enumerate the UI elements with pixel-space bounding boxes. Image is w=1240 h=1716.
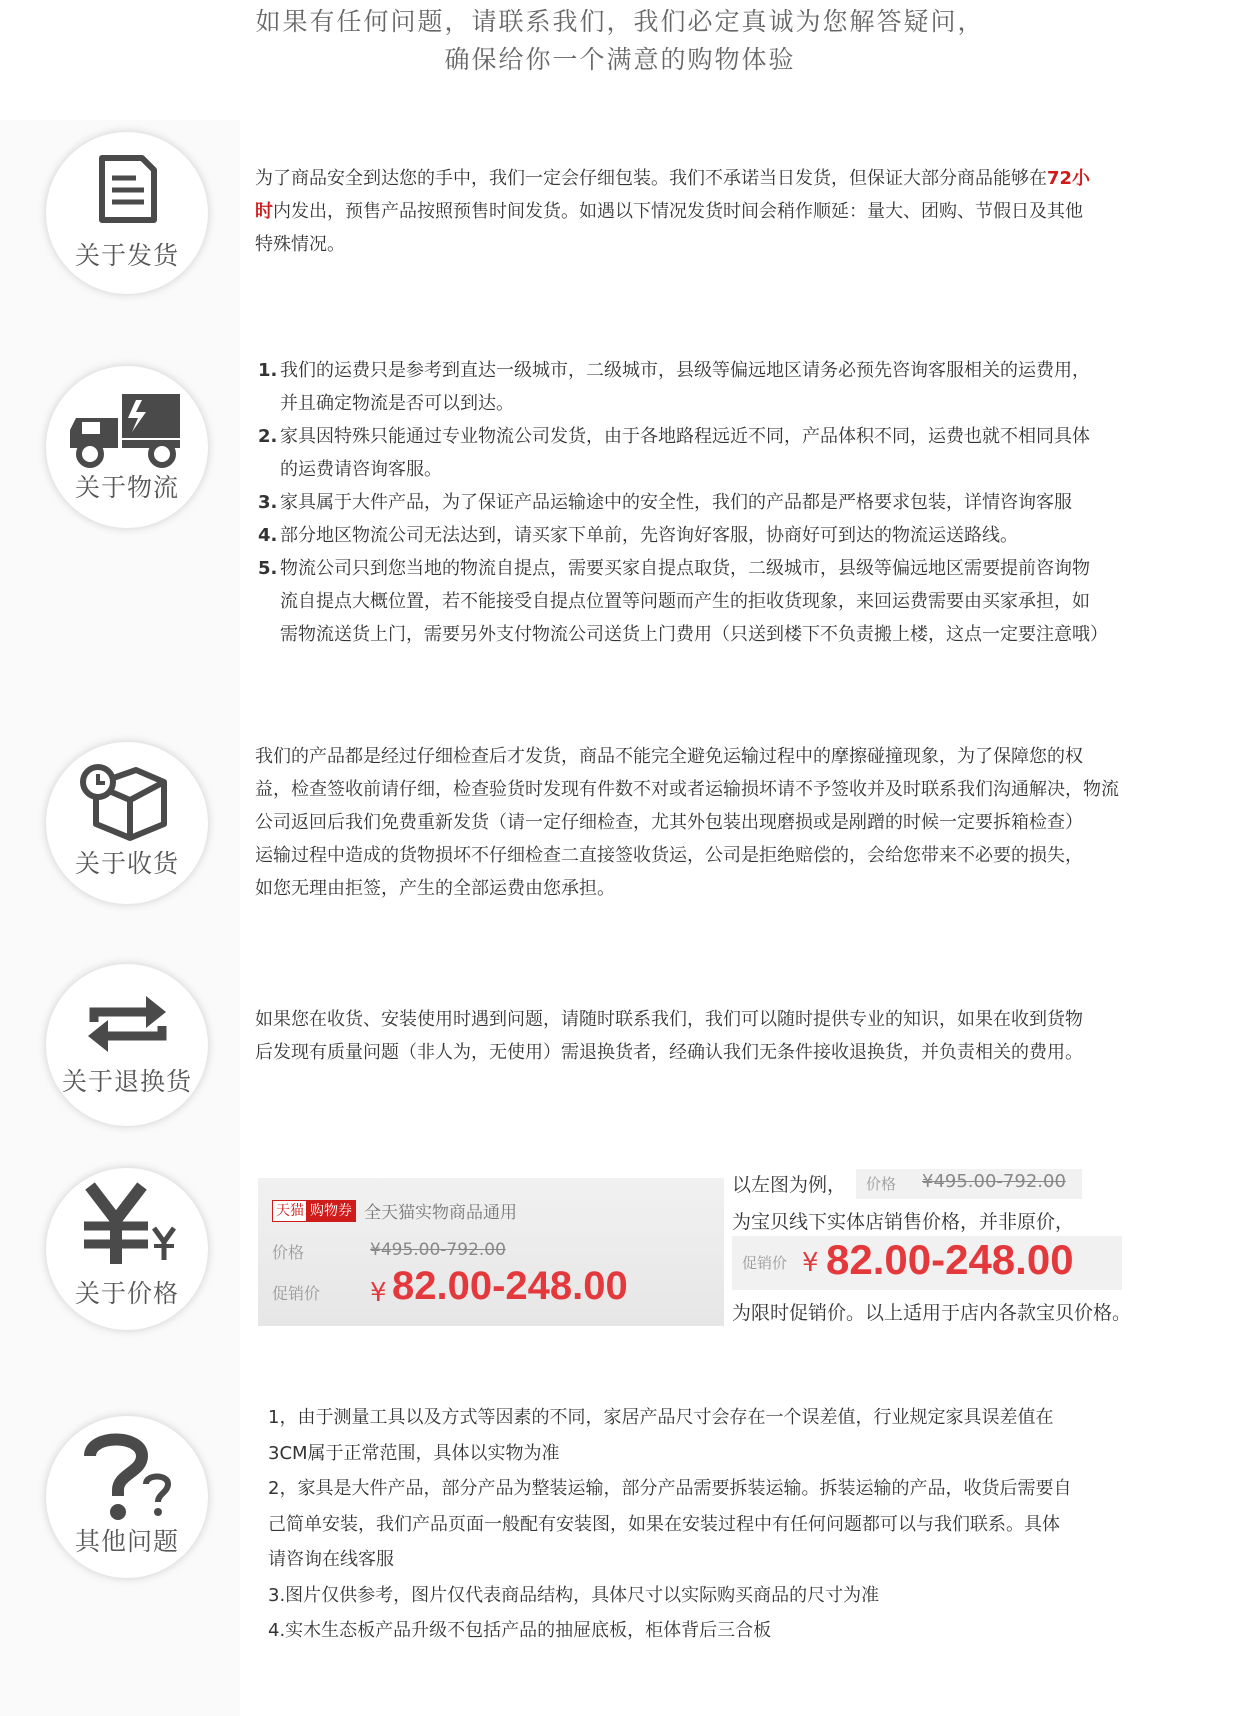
logistics-item-5-cont-1: 流自提点大概位置，若不能接受自提点位置等问题而产生的拒收货现象，来回运费需要由买家承担，如 (280, 591, 1090, 612)
receiving-label: 关于收货 (74, 849, 179, 878)
price-label: 关于价格 (74, 1279, 179, 1308)
shipping-text (255, 162, 1090, 261)
logistics-item-1-cont: 并且确定物流是否可以到达。 (280, 393, 514, 414)
other-line-7: 4.实木生态板产品升级不包括产品的抽屉底板，柜体背后三合板 (268, 1620, 772, 1641)
price-example-image (258, 1178, 724, 1326)
coupon-tag: 购物券 (306, 1200, 356, 1222)
price-chip (856, 1169, 1082, 1199)
logistics-item-2-cont: 的运费请咨询客服。 (280, 459, 442, 480)
other-badge (46, 1416, 208, 1578)
other-line-4: 己简单安装，我们产品页面一般配有安装图，如果在安装过程中有任何问题都可以与我们联系。具体 (268, 1513, 1060, 1535)
sale-chip-label: 促销价 (742, 1254, 788, 1272)
tmall-tag: 天猫 (272, 1200, 308, 1222)
logistics-item-4: 4. 部分地区物流公司无法达到，请买家下单前，先咨询好客服，协商好可到达的物流运送路线。 (258, 525, 1018, 546)
logistics-item-2: 2. 家具因特殊只能通过专业物流公司发货，由于各地路程远近不同，产品体积不同，运费也就不相同具体 (258, 426, 1090, 447)
shipping-hours-highlight-end: 时 (255, 201, 273, 222)
other-line-1: 1，由于测量工具以及方式等因素的不同，家居产品尺寸会存在一个误差值，行业规定家具误差值在 (268, 1407, 1054, 1428)
other-line-6: 3.图片仅供参考，图片仅代表商品结构，具体尺寸以实际购买商品的尺寸为准 (268, 1584, 880, 1606)
other-line-2: 3CM属于正常范围，具体以实物为准 (268, 1442, 560, 1464)
returns-text (255, 1003, 1083, 1069)
logistics-badge (46, 366, 208, 528)
shipping-line-2: 内发出，预售产品按照预售时间发货。如遇以下情况发货时间会稍作顺延：量大、团购、节假日及其他 (273, 201, 1083, 222)
receiving-text (255, 740, 1119, 905)
price-chip-value: ¥495.00-792.00 (922, 1171, 1066, 1192)
price-explain-3: 为限时促销价。以上适用于店内各款宝贝价格。 (732, 1302, 1132, 1324)
returns-line-1: 如果您在收货、安装使用时遇到问题，请随时联系我们，我们可以随时提供专业的知识，如果在收到货物 (255, 1009, 1083, 1030)
other-text (268, 1400, 1071, 1649)
shipping-line-1: 为了商品安全到达您的手中，我们一定会仔细包装。我们不承诺当日发货，但保证大部分商品能够在 (255, 168, 1047, 189)
shipping-badge (46, 132, 208, 294)
other-line-3: 2，家具是大件产品，部分产品为整装运输，部分产品需要拆装运输。拆装运输的产品，收货后需要自 (268, 1478, 1072, 1499)
returns-badge (46, 964, 208, 1126)
sale-price-chip (732, 1236, 1122, 1290)
shipping-label: 关于发货 (74, 241, 179, 270)
exchange-arrows-icon (46, 964, 208, 1126)
receiving-line-2: 益，检查签收前请仔细，检查验货时发现有件数不对或者运输损坏请不予签收并及时联系我们沟通解决，物流 (255, 779, 1119, 800)
coupon-description: 全天猫实物商品通用 (364, 1203, 517, 1223)
original-price: ¥495.00-792.00 (370, 1240, 506, 1260)
other-label: 其他问题 (74, 1527, 179, 1556)
sale-chip-yen: ¥ (802, 1248, 819, 1278)
receiving-line-5: 如您无理由拒签，产生的全部运费由您承担。 (255, 878, 615, 899)
price-explain-2: 为宝贝线下实体店销售价格，并非原价， (732, 1211, 1075, 1233)
returns-line-2: 后发现有质量问题（非人为，无使用）需退换货者，经确认我们无条件接收退换货，并负责相关的费用。 (255, 1042, 1083, 1063)
logistics-item-5: 5. 物流公司只到您当地的物流自提点，需要买家自提点取货，二级城市，县级等偏远地区需要提前咨询物 (258, 558, 1090, 579)
logistics-item-5-cont-2: 需物流送货上门，需要另外支付物流公司送货上门费用（只送到楼下不负责搬上楼，这点一定要注意哦） (280, 624, 1108, 645)
receiving-badge (46, 742, 208, 904)
sale-price: 82.00-248.00 (392, 1264, 628, 1308)
price-explain-1: 以左图为例， (732, 1174, 847, 1196)
shipping-line-3: 特殊情况。 (255, 234, 345, 255)
price-badge (46, 1168, 208, 1330)
sale-label-text: 促销价 (272, 1284, 321, 1303)
other-line-5: 请咨询在线客服 (268, 1549, 394, 1570)
sale-yen-symbol: ¥ (370, 1278, 387, 1308)
receiving-line-3: 公司返回后我们免费重新发货（请一定仔细检查，尤其外包装出现磨损或是剐蹭的时候一定要拆箱检查） (255, 812, 1083, 833)
receiving-line-1: 我们的产品都是经过仔细检查后才发货，商品不能完全避免运输过程中的摩擦碰撞现象，为了保障您的权 (255, 746, 1083, 767)
sale-chip-value: 82.00-248.00 (826, 1236, 1074, 1283)
logistics-list (258, 354, 1108, 651)
logistics-item-3: 3. 家具属于大件产品，为了保证产品运输途中的安全性，我们的产品都是严格要求包装，详情咨询客服 (258, 492, 1072, 513)
logistics-item-1: 1. 我们的运费只是参考到直达一级城市，二级城市，县级等偏远地区请务必预先咨询客服相关的运费用， (258, 360, 1090, 381)
price-label-text: 价格 (272, 1243, 305, 1262)
header-line-2: 确保给你一个满意的购物体验 (444, 45, 796, 74)
header-line-1: 如果有任何问题，请联系我们，我们必定真诚为您解答疑问， (255, 7, 985, 36)
returns-label: 关于退换货 (61, 1067, 192, 1096)
receiving-line-4: 运输过程中造成的货物损坏不仔细检查二直接签收货运，公司是拒绝赔偿的，会给您带来不必要的损失， (255, 845, 1083, 866)
logistics-label: 关于物流 (74, 473, 179, 502)
price-chip-label: 价格 (866, 1175, 897, 1193)
shipping-hours-highlight: 72小 (1047, 168, 1091, 189)
